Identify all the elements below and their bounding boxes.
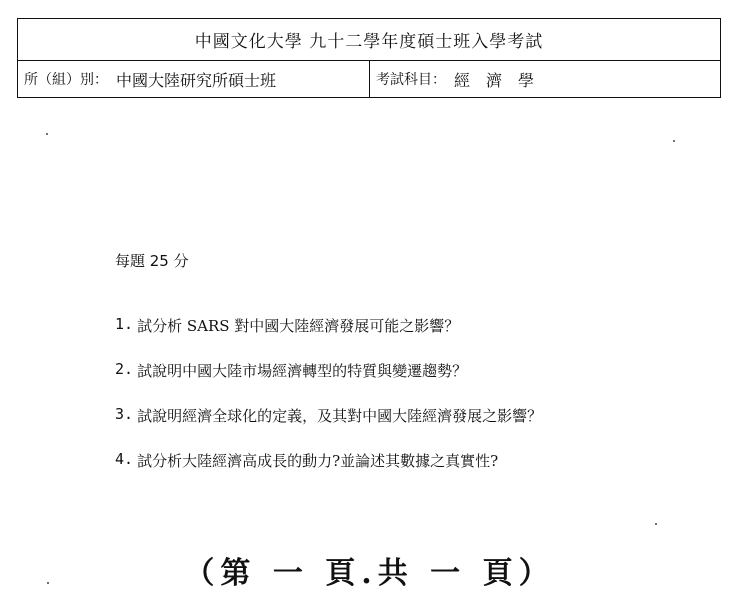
scan-speck [47,582,49,584]
department-label: 所（組）別： [24,72,108,88]
subject-cell [370,61,720,97]
exam-header-box [17,18,721,98]
page-indicator: （第 一 頁.共 一 頁） [184,556,555,591]
question-number: 1. [115,315,134,333]
scan-speck [655,523,657,525]
question-item [115,315,715,360]
scan-speck [673,140,675,142]
question-text: 試分析 SARS 對中國大陸經濟發展可能之影響？ [137,317,460,335]
question-text: 試說明中國大陸市場經濟轉型的特質與變遷趨勢？ [137,362,468,380]
question-item [115,450,715,495]
question-number: 4. [115,450,134,468]
question-item [115,360,715,405]
question-text: 試分析大陸經濟高成長的動力?並論述其數據之真實性? [137,452,499,470]
exam-title: 中國文化大學 九十二學年度碩士班入學考試 [18,19,720,61]
question-number: 3. [115,405,134,423]
department-value: 中國大陸研究所碩士班 [116,70,277,90]
department-cell [18,61,370,97]
exam-info-row [18,61,720,97]
scan-speck [46,133,48,135]
subject-label: 考試科目： [376,72,446,88]
question-number: 2. [115,360,134,378]
question-text: 試說明經濟全球化的定義，及其對中國大陸經濟發展之影響？ [137,407,543,425]
score-note: 每題 25 分 [115,252,189,270]
question-list [115,315,715,495]
subject-value: 經 濟 學 [454,70,535,90]
question-item [115,405,715,450]
